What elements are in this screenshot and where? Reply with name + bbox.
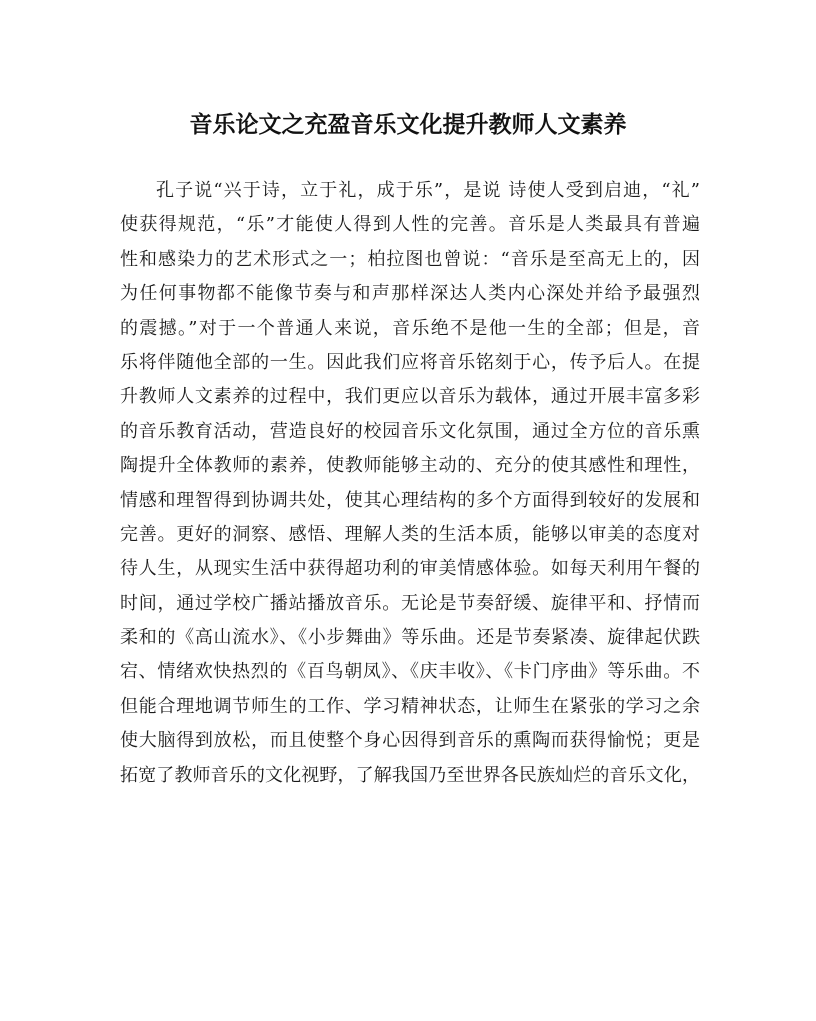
paragraph-line: 时间，通过学校广播站播放音乐。无论是节奏舒缓、旋律平和、抒情而: [120, 592, 700, 614]
paragraph-line: 拓宽了教师音乐的文化视野，了解我国乃至世界各民族灿烂的音乐文化，: [120, 764, 700, 786]
paragraph-line: 升教师人文素养的过程中，我们更应以音乐为载体，通过开展丰富多彩: [120, 386, 700, 408]
paragraph-line: 宕、情绪欢快热烈的《百鸟朝凤》、《庆丰收》、《卡门序曲》等乐曲。不: [120, 661, 700, 683]
paragraph-line: 的音乐教育活动，营造良好的校园音乐文化氛围，通过全方位的音乐熏: [120, 420, 700, 442]
paragraph-line: 但能合理地调节师生的工作、学习精神状态，让师生在紧张的学习之余: [120, 695, 700, 717]
paragraph-line: 柔和的《高山流水》、《小步舞曲》等乐曲。还是节奏紧凑、旋律起伏跌: [120, 627, 700, 649]
paragraph-line: 待人生，从现实生活中获得超功利的审美情感体验。如每天利用午餐的: [120, 558, 700, 580]
paragraph-line: 使大脑得到放松，而且使整个身心因得到音乐的熏陶而获得愉悦；更是: [120, 730, 700, 752]
paragraph-line: 陶提升全体教师的素养，使教师能够主动的、充分的使其感性和理性，: [120, 455, 700, 477]
paragraph-line: 情感和理智得到协调共处，使其心理结构的多个方面得到较好的发展和: [120, 489, 700, 511]
paragraph-line: 的震撼。”对于一个普通人来说，音乐绝不是他一生的全部；但是，音: [120, 317, 700, 339]
paragraph-line: 性和感染力的艺术形式之一；柏拉图也曾说：“音乐是至高无上的，因: [120, 248, 700, 270]
paragraph-line: 完善。更好的洞察、感悟、理解人类的生活本质，能够以审美的态度对: [120, 523, 700, 545]
paragraph-line: 孔子说“兴于诗，立于礼，成于乐”，是说 诗使人受到启迪，“礼”: [156, 180, 700, 201]
paragraph-line: 乐将伴随他全部的一生。因此我们应将音乐铭刻于心，传予后人。在提: [120, 351, 700, 373]
paragraph-line: 为任何事物都不能像节奏与和声那样深达人类内心深处并给予最强烈: [120, 283, 700, 305]
document-title: 音乐论文之充盈音乐文化提升教师人文素养: [189, 111, 627, 138]
paragraph-line: 使获得规范，“乐”才能使人得到人性的完善。音乐是人类最具有普遍: [120, 214, 700, 236]
body-paragraph: [120, 174, 700, 793]
